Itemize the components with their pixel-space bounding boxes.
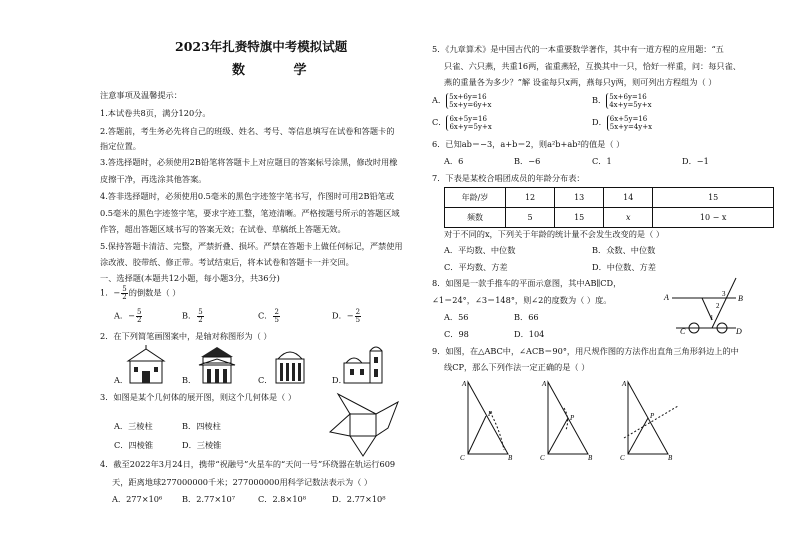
- q4-option-c[interactable]: C．2.8×10⁸: [258, 494, 307, 504]
- table-row: 年龄/岁 12 13 14 15: [445, 188, 774, 208]
- q1-option-c[interactable]: C． $\frac{2}{5}$: [258, 308, 279, 324]
- question-4-line: 4．截至2022年3月24日，携带“祝融号”火星车的“天问一号”环绕器在轨运行609: [100, 459, 396, 469]
- q2-label-c[interactable]: C．: [258, 375, 273, 385]
- building-d-image: [340, 345, 388, 385]
- q6-option-d[interactable]: D．−1: [682, 156, 709, 166]
- note-line: 2.答题前，考生务必先将自己的班级、姓名、考号、等信息填写在试卷和答题卡的: [100, 126, 395, 136]
- q5-option-a[interactable]: A． 5x+6y=16 5x+y=6y+x: [432, 93, 492, 109]
- svg-text:A: A: [622, 380, 627, 388]
- note-line: 作答，超出答题区域书写的答案无效；在试卷、草稿纸上答题无效。: [100, 224, 346, 234]
- q4-option-a[interactable]: A．277×10⁶: [112, 494, 163, 504]
- svg-text:C: C: [460, 454, 465, 462]
- question-9-line: 线CP，那么下列作法一定正确的是（ ）: [444, 362, 590, 372]
- q8-option-b[interactable]: B．66: [514, 312, 539, 322]
- building-a-image: [124, 345, 168, 385]
- question-5-line: 燕的重量各为多少？”解 设雀每只x两，燕每只y两，则可列出方程组为（ ）: [444, 77, 717, 87]
- construction-b-image: [540, 378, 600, 460]
- q7-option-b[interactable]: B．众数、中位数: [592, 245, 656, 255]
- note-line: 5.保持答题卡清洁、完整，严禁折叠、损坏。严禁在答题卡上做任何标记，严禁使用: [100, 241, 403, 251]
- svg-text:P: P: [650, 412, 655, 420]
- q8-option-d[interactable]: D．104: [514, 329, 545, 339]
- q7-option-c[interactable]: C．平均数、方差: [444, 262, 508, 272]
- q5-option-c[interactable]: C． 6x+5y=16 6x+y=5y+x: [432, 115, 492, 131]
- question-5-line: 5．《九章算术》是中国古代的一本重要数学著作，其中有一道方程的应用题：“五: [432, 44, 724, 54]
- building-b-image: [195, 345, 239, 385]
- cart-diagram: [664, 276, 744, 338]
- question-3: 3．如图是某个几何体的展开图，则这个几何体是（ ）: [100, 392, 297, 402]
- question-9-line: 9．如图，在△ABC中，∠ACB＝90°，用尺规作图的方法作出直角三角形斜边上的中: [432, 346, 739, 356]
- question-8-line: ∠1＝24°，∠3＝148°，则∠2的度数为（ ）度。: [432, 295, 612, 305]
- note-line: 1.本试卷共8页，满分120分。: [100, 108, 211, 118]
- q6-option-a[interactable]: A．6: [444, 156, 464, 166]
- age-table: [444, 187, 774, 228]
- notes-heading: 注意事项及温馨提示：: [100, 90, 182, 100]
- question-8-line: 8．如图是一款手推车的平面示意图，其中AB∥CD，: [432, 278, 622, 288]
- q3-option-d[interactable]: D．三棱锥: [182, 440, 222, 450]
- note-line: 0.5毫米的黑色字迹签字笔，要求字迹工整，笔迹清晰。严格按题号所示的答题区域: [100, 208, 400, 218]
- q5-option-d[interactable]: D． 6x+5y=16 5x+y=4y+x: [592, 115, 653, 131]
- point-d-label: D: [736, 327, 742, 336]
- q1-option-b[interactable]: B． $\frac{5}{2}$: [182, 308, 203, 324]
- q1-option-a[interactable]: A．− $\frac{5}{2}$: [114, 308, 142, 324]
- q6-option-b[interactable]: B．−6: [514, 156, 541, 166]
- subject-title: 数 学: [232, 63, 329, 78]
- point-c-label: C: [680, 327, 686, 336]
- q2-label-b[interactable]: B．: [182, 375, 197, 385]
- svg-text:B: B: [668, 454, 673, 462]
- note-line: 皮擦干净，再选涂其他答案。: [100, 174, 207, 184]
- q4-option-b[interactable]: B．2.77×10⁷: [182, 494, 235, 504]
- section-heading: 一、选择题(本题共12小题，每小题3分，共36分): [100, 273, 280, 283]
- question-1: 1．− $\frac{5}{2}$ 的倒数是（ ）: [100, 285, 181, 301]
- svg-text:C: C: [540, 454, 545, 462]
- angle-1-label: 1: [710, 314, 714, 322]
- q4-option-d[interactable]: D．2.77×10⁸: [332, 494, 386, 504]
- q8-option-c[interactable]: C．98: [444, 329, 469, 339]
- table-row: 频数 5 15 x 10 − x: [445, 208, 774, 228]
- point-a-label: A: [664, 293, 669, 302]
- fraction: $\frac{5}{2}$: [122, 285, 127, 301]
- question-4-line: 天，距离地球277000000千米；277000000用科学记数法表示为（ ）: [112, 477, 373, 487]
- q6-option-c[interactable]: C．1: [592, 156, 612, 166]
- note-line: 涂改液、胶带纸、修正带。考试结束后，将本试卷和答题卡一并交回。: [100, 257, 354, 267]
- q2-label-a[interactable]: A．: [114, 375, 129, 385]
- question-7: 7．下表是某校合唱团成员的年龄分布表：: [432, 173, 585, 183]
- question-6: 6．已知ab＝−3，a+b＝2，则a²b+ab²的值是（ ）: [432, 139, 625, 149]
- angle-2-label: 2: [716, 302, 720, 310]
- q2-label-d[interactable]: D．: [332, 375, 347, 385]
- construction-c-image: [620, 378, 684, 460]
- q3-option-c[interactable]: C．四棱锥: [114, 440, 154, 450]
- svg-text:P: P: [570, 414, 575, 422]
- question-2: 2．在下列简笔画图案中，是轴对称图形为（ ）: [100, 331, 272, 341]
- q3-option-b[interactable]: B．四棱柱: [182, 421, 221, 431]
- q8-option-a[interactable]: A．56: [444, 312, 469, 322]
- building-c-image: [268, 345, 312, 385]
- q1-option-d[interactable]: D．− $\frac{2}{5}$: [332, 308, 361, 324]
- svg-text:B: B: [588, 454, 593, 462]
- q5-option-b[interactable]: B． 5x+6y=16 4x+y=5y+x: [592, 93, 652, 109]
- construction-a-image: [460, 378, 520, 460]
- svg-text:C: C: [620, 454, 625, 462]
- question-5-line: 只雀、六只燕，共重16两，雀重燕轻，互换其中一只，恰好一样重，问：每只雀、: [444, 61, 741, 71]
- angle-3-label: 3: [722, 290, 726, 298]
- note-line: 4.答非选择题时，必须使用0.5毫米的黑色字迹签字笔书写，作图时可用2B铅笔或: [100, 191, 395, 201]
- exam-title: 2023年扎赉特旗中考模拟试题: [175, 39, 348, 54]
- net-diagram: [328, 392, 402, 458]
- svg-text:B: B: [508, 454, 513, 462]
- svg-text:P: P: [488, 410, 493, 418]
- q7-option-a[interactable]: A．平均数、中位数: [444, 245, 516, 255]
- q3-option-a[interactable]: A．三棱柱: [114, 421, 153, 431]
- point-b-label: B: [738, 294, 743, 303]
- note-line: 3.答选择题时，必须使用2B铅笔将答题卡上对应题目的答案标号涂黑，修改时用橡: [100, 157, 398, 167]
- svg-text:A: A: [542, 380, 547, 388]
- q7-option-d[interactable]: D．中位数、方差: [592, 262, 656, 272]
- note-line: 指定位置。: [100, 141, 141, 151]
- question-7-stem2: 对于不同的x，下列关于年龄的统计量不会发生改变的是（ ）: [444, 229, 665, 239]
- svg-text:A: A: [462, 380, 467, 388]
